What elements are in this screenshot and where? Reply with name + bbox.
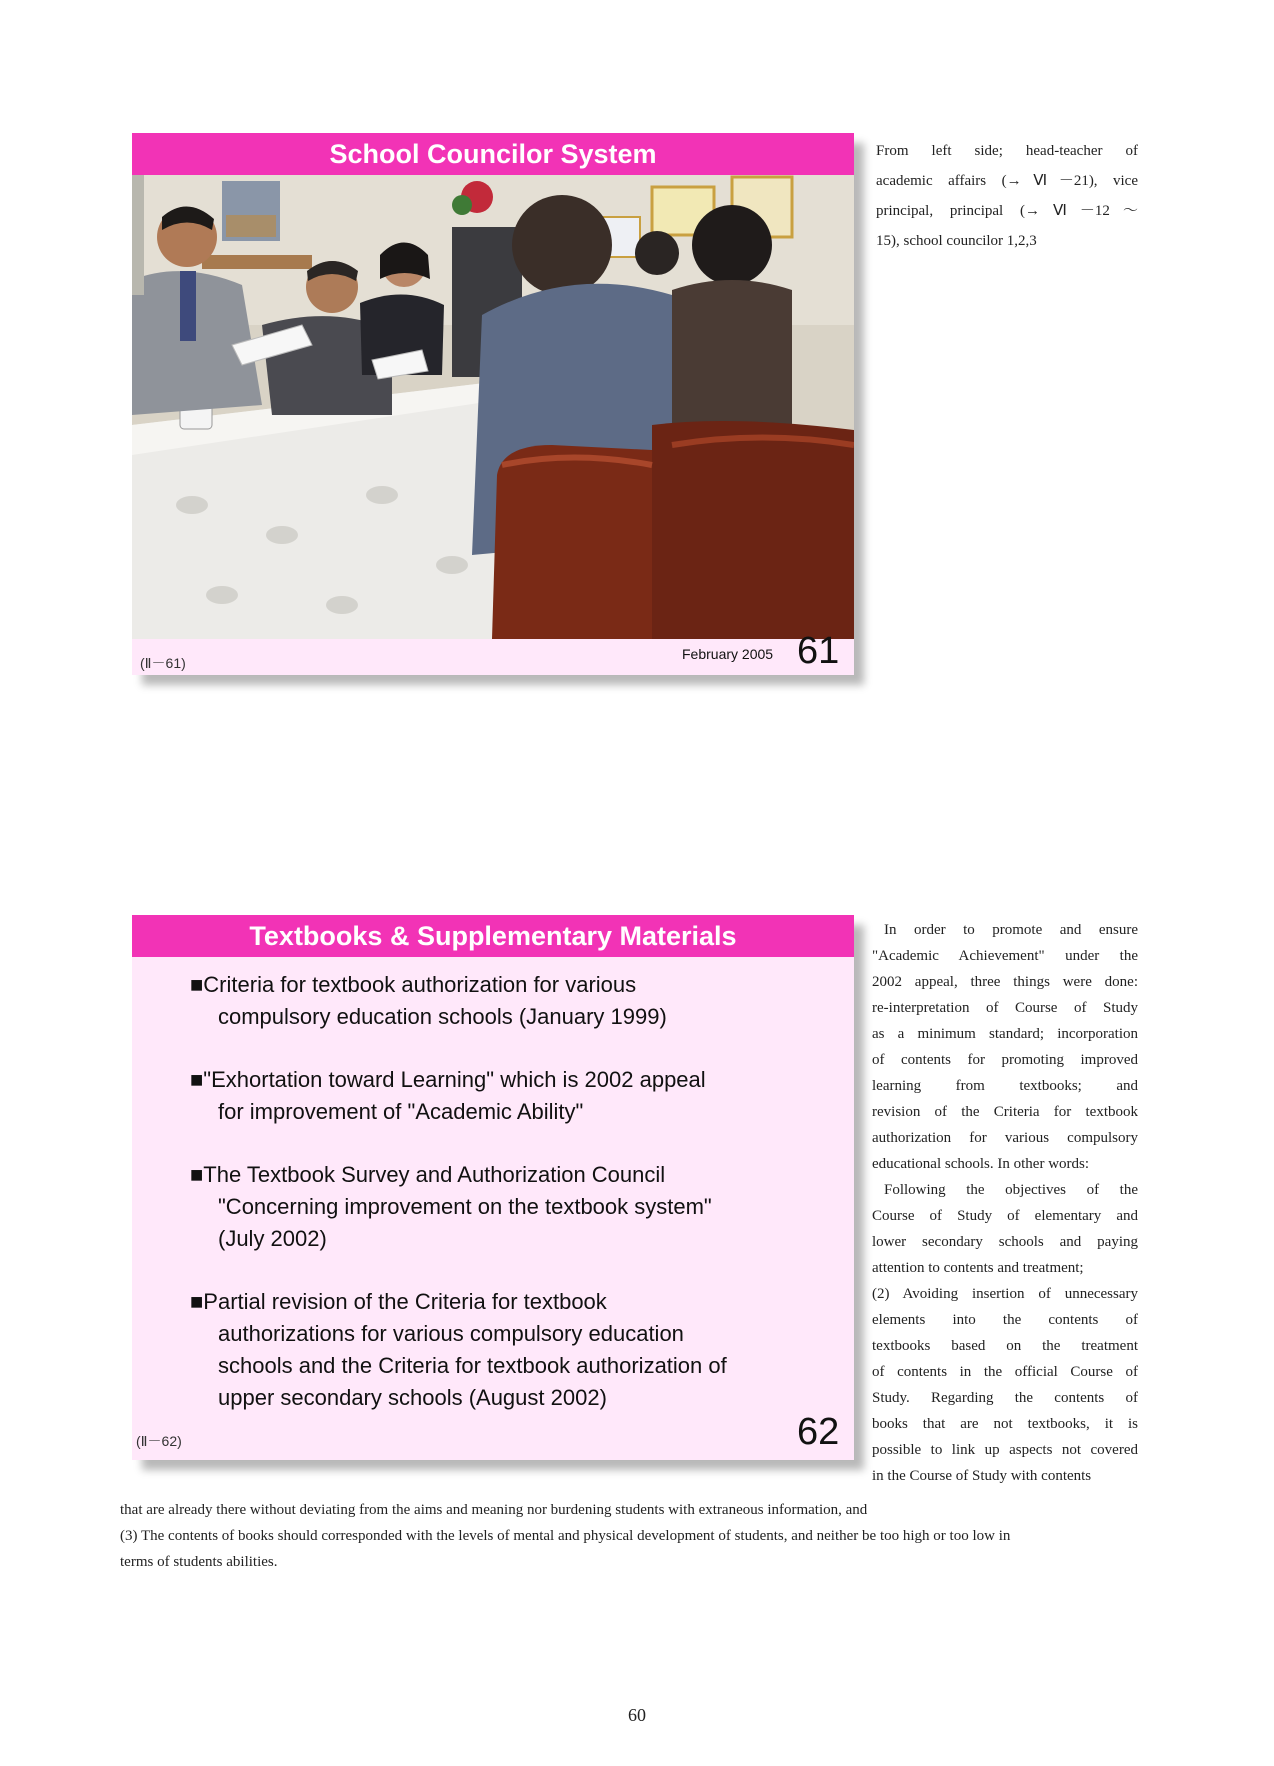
bullet-line: (July 2002) xyxy=(218,1226,327,1251)
bullet-item xyxy=(190,1286,810,1414)
slide-textbooks xyxy=(132,915,854,1460)
bullet-line: ■"Exhortation toward Learning" which is 2002 appeal xyxy=(190,1067,706,1092)
text-line: books that are not textbooks, it is xyxy=(872,1416,1138,1432)
bullet-line: "Concerning improvement on the textbook system" xyxy=(218,1194,712,1219)
bullet-line: for improvement of "Academic Ability" xyxy=(218,1099,584,1124)
explanatory-text xyxy=(872,917,1138,1489)
bullet-line: schools and the Criteria for textbook authorization of xyxy=(218,1353,727,1378)
text-line: (2) Avoiding insertion of unnecessary xyxy=(872,1286,1138,1302)
text-line: (3) The contents of books should corresponded with the levels of mental and physical development of students, and neither be too high or too low in xyxy=(120,1528,1011,1544)
text-line: educational schools. In other words: xyxy=(872,1156,1090,1172)
text-line: 2002 appeal, three things were done: xyxy=(872,974,1138,990)
slide-number: 61 xyxy=(797,630,840,672)
text-line: elements into the contents of xyxy=(872,1312,1138,1328)
caption-line: academic affairs (→Ⅵ－21), vice xyxy=(876,173,1138,189)
text-line: learning from textbooks; and xyxy=(872,1078,1138,1094)
text-line: In order to promote and ensure xyxy=(884,922,1138,938)
text-line: as a minimum standard; incorporation xyxy=(872,1026,1138,1042)
text-line: Following the objectives of the xyxy=(884,1182,1138,1198)
slide-school-councilor xyxy=(132,133,854,675)
text-line: textbooks based on the treatment xyxy=(872,1338,1138,1354)
caption-line: principal, principal (→Ⅵ－12～ xyxy=(876,203,1138,219)
bullet-item xyxy=(190,969,810,1033)
slide-title: Textbooks & Supplementary Materials xyxy=(132,915,854,957)
bullet-line: upper secondary schools (August 2002) xyxy=(218,1385,607,1410)
text-line: authorization for various compulsory xyxy=(872,1130,1138,1146)
slide-ref: (Ⅱ－61) xyxy=(140,655,186,671)
bullet-item xyxy=(190,1064,810,1128)
text-line: terms of students abilities. xyxy=(120,1554,278,1570)
text-line: of contents in the official Course of xyxy=(872,1364,1138,1380)
text-line: possible to link up aspects not covered xyxy=(872,1442,1138,1458)
text-line: lower secondary schools and paying xyxy=(872,1234,1138,1250)
bullet-line: authorizations for various compulsory education xyxy=(218,1321,684,1346)
bullet-item xyxy=(190,1159,810,1255)
bullet-line: ■The Textbook Survey and Authorization Council xyxy=(190,1162,666,1187)
meeting-photo xyxy=(132,175,854,639)
bullet-line: compulsory education schools (January 1999) xyxy=(218,1004,667,1029)
text-line: in the Course of Study with contents xyxy=(872,1468,1092,1484)
bullet-line: ■Partial revision of the Criteria for textbook xyxy=(190,1289,607,1314)
text-line: re-interpretation of Course of Study xyxy=(872,1000,1138,1016)
bullet-line: ■Criteria for textbook authorization for various xyxy=(190,972,637,997)
text-line: attention to contents and treatment; xyxy=(872,1260,1084,1276)
slide-title: School Councilor System xyxy=(132,133,854,175)
photo-caption xyxy=(876,136,1138,256)
slide-ref: (Ⅱ－62) xyxy=(136,1433,182,1449)
caption-line: From left side; head-teacher of xyxy=(876,143,1138,159)
text-line: "Academic Achievement" under the xyxy=(872,948,1138,964)
caption-line: 15), school councilor 1,2,3 xyxy=(876,233,1037,249)
text-line: of contents for promoting improved xyxy=(872,1052,1138,1068)
text-line: revision of the Criteria for textbook xyxy=(872,1104,1138,1120)
text-line: that are already there without deviating from the aims and meaning nor burdening students with extraneous information, and xyxy=(120,1502,868,1518)
slide-number: 62 xyxy=(797,1411,840,1453)
text-line: Course of Study of elementary and xyxy=(872,1208,1138,1224)
slide-date: February 2005 xyxy=(682,646,774,662)
page-number: 60 xyxy=(628,1705,646,1725)
text-line: Study. Regarding the contents of xyxy=(872,1390,1138,1406)
